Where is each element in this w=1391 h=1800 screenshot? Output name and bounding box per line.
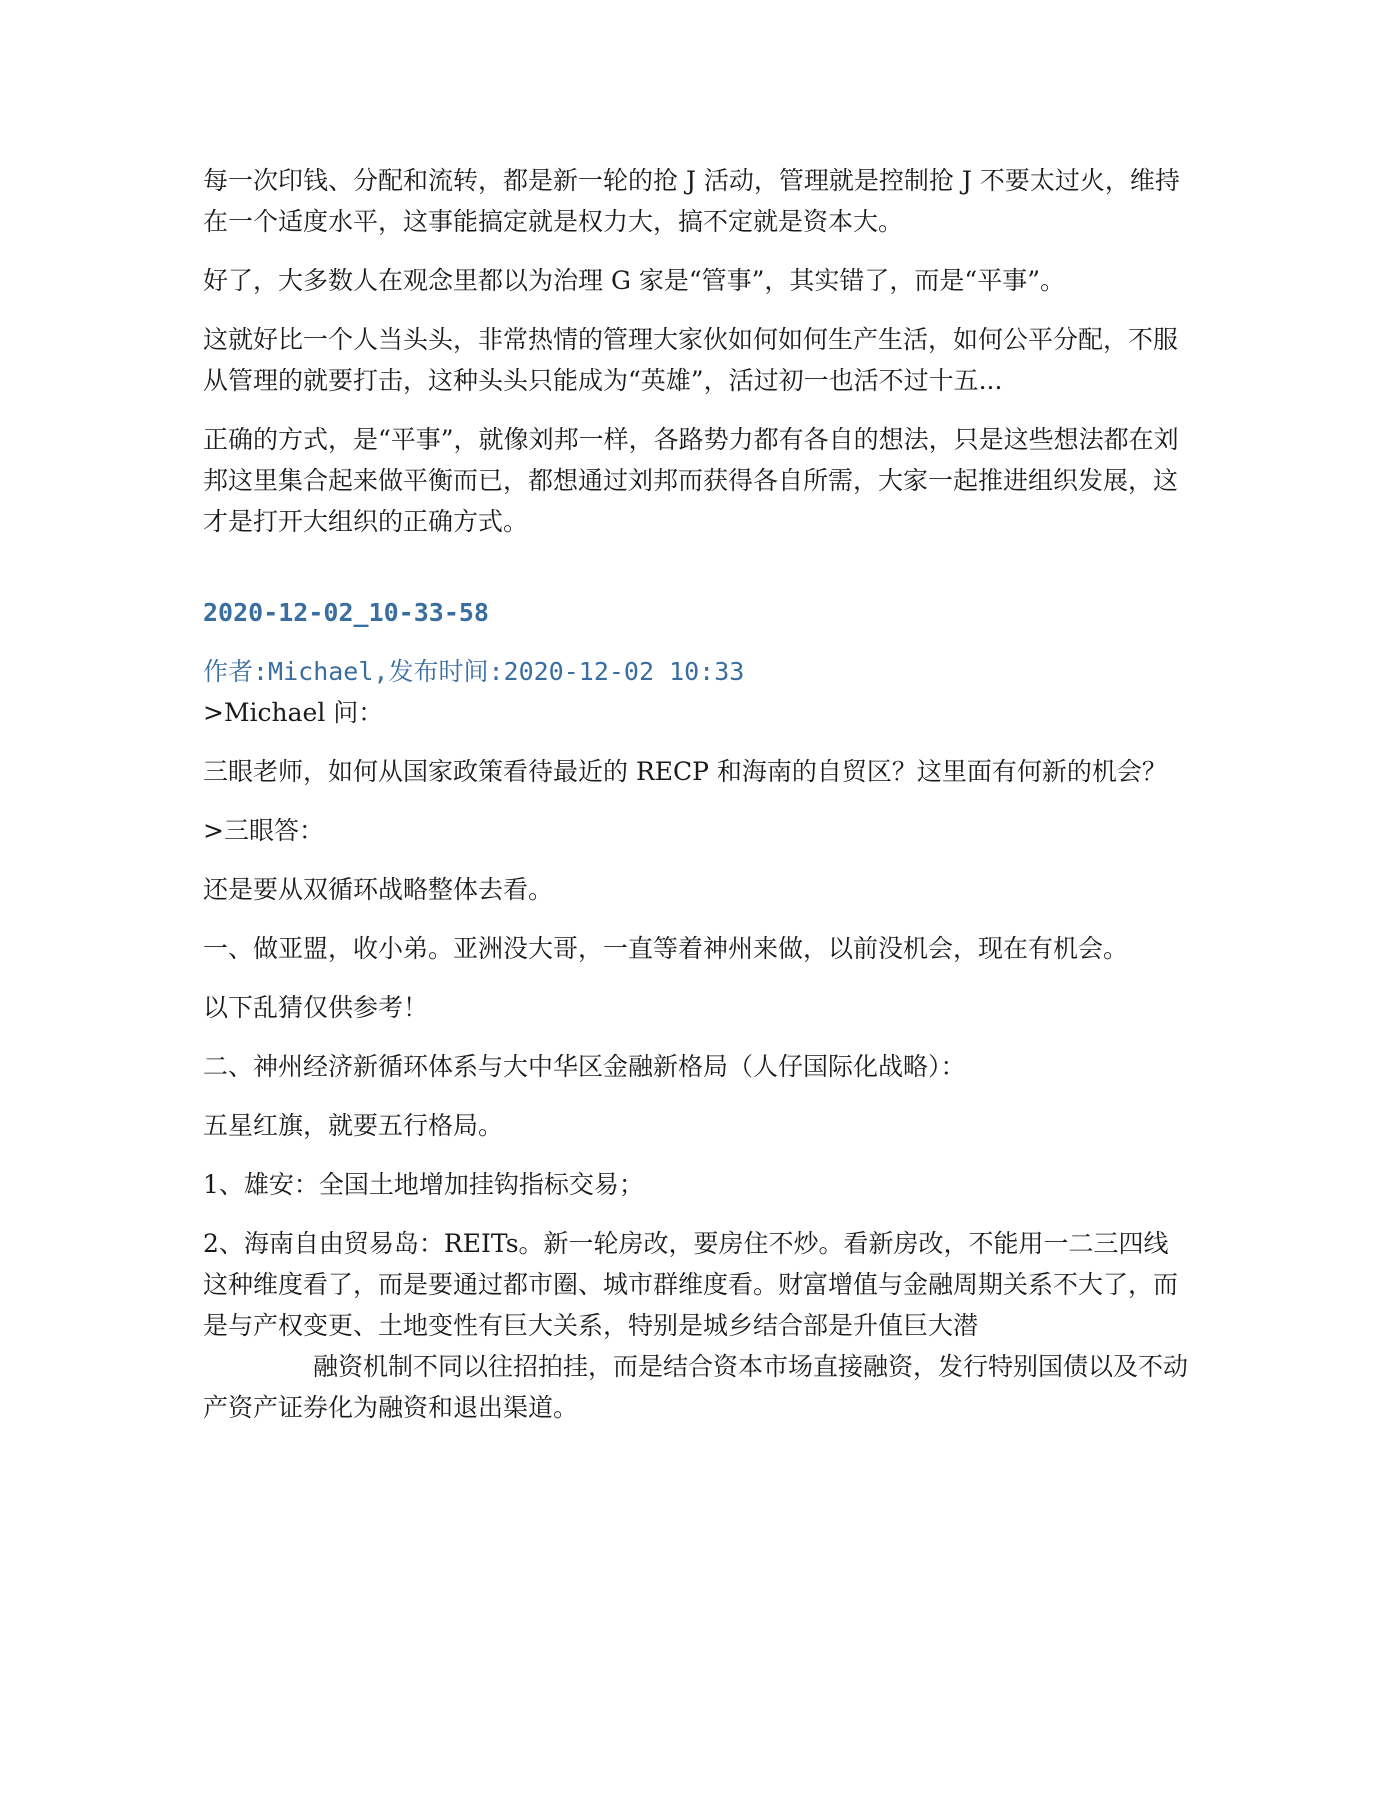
- answer-continuation: 融资机制不同以往招拍挂，而是结合资本市场直接融资，发行特别国债以及不动产资产证券化为融资和退出渠道。: [203, 1352, 1189, 1422]
- document-page: [203, 160, 1188, 1446]
- question-text: 三眼老师，如何从国家政策看待最近的 RECP 和海南的自贸区？这里面有何新的机会？: [203, 757, 1167, 786]
- answer-label: >三眼答：: [203, 816, 324, 845]
- paragraph: 这就好比一个人当头头，非常热情的管理大家伙如何如何生产生活，如何公平分配，不服从管理的就要打击，这种头头只能成为“英雄”，活过初一也活不过十五...: [203, 325, 1179, 395]
- entry-date-heading: 2020-12-02_10-33-58: [203, 598, 489, 627]
- question-label: >Michael 问：: [203, 698, 384, 727]
- paragraph: 好了，大多数人在观念里都以为治理 G 家是“管事”，其实错了，而是“平事”。: [203, 266, 1065, 295]
- paragraph: 每一次印钱、分配和流转，都是新一轮的抢 J 活动，管理就是控制抢 J 不要太过火，维持在一个适度水平，这事能搞定就是权力大，搞不定就是资本大。: [203, 166, 1180, 236]
- answer-paragraph: 以下乱猜仅供参考！: [203, 993, 429, 1022]
- paragraph: 正确的方式，是“平事”，就像刘邦一样，各路势力都有各自的想法，只是这些想法都在刘邦这里集合起来做平衡而已，都想通过刘邦而获得各自所需，大家一起推进组织发展，这才是打开大组织的正确方式。: [203, 425, 1179, 536]
- answer-paragraph: 二、神州经济新循环体系与大中华区金融新格局（人仔国际化战略）：: [203, 1052, 966, 1081]
- answer-paragraph: 一、做亚盟，收小弟。亚洲没大哥，一直等着神州来做，以前没机会，现在有机会。: [203, 934, 1129, 963]
- answer-paragraph: 五星红旗，就要五行格局。: [203, 1111, 504, 1140]
- answer-paragraph: 还是要从双循环战略整体去看。: [203, 875, 554, 904]
- answer-paragraph: 1、雄安：全国土地增加挂钩指标交易；: [203, 1170, 644, 1199]
- entry-meta: 作者:Michael,发布时间:2020-12-02 10:33: [203, 657, 745, 686]
- answer-paragraph: 2、海南自由贸易岛：REITs。新一轮房改，要房住不炒。看新房改，不能用一二三四线这种维度看了，而是要通过都市圈、城市群维度看。财富增值与金融周期关系不大了，而是与产权变更、土地变性有巨大关系，特别是城乡结合部是升值巨大潜: [203, 1229, 1179, 1340]
